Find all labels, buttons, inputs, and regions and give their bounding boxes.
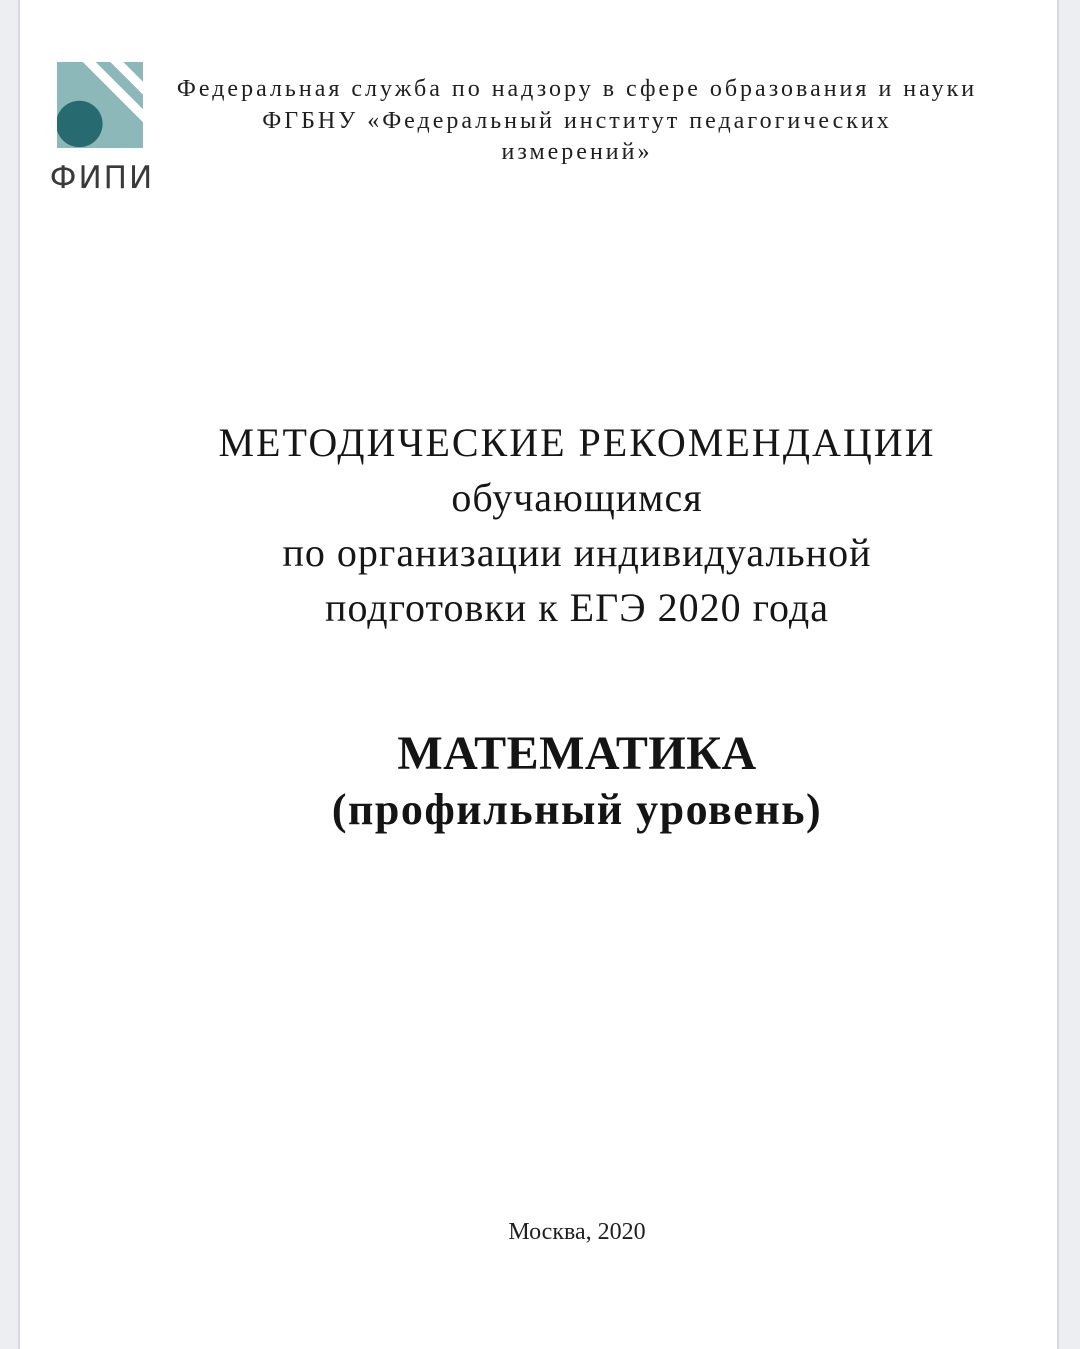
title-line-1: МЕТОДИЧЕСКИЕ РЕКОМЕНДАЦИИ bbox=[218, 420, 936, 465]
organization-header bbox=[127, 74, 1027, 169]
org-header-line-1: Федеральная служба по надзору в сфере образования и науки bbox=[176, 76, 978, 102]
right-margin-strip bbox=[1057, 0, 1080, 1349]
imprint: Москва, 2020 bbox=[508, 1219, 646, 1245]
logo-circle bbox=[57, 101, 103, 147]
title-line-4: подготовки к ЕГЭ 2020 года bbox=[325, 585, 829, 630]
left-margin-strip bbox=[0, 0, 20, 1349]
title-line-2: обучающимся bbox=[451, 475, 703, 520]
document-page bbox=[22, 0, 1055, 1349]
fipi-logo-wordmark: ФИПИ bbox=[49, 160, 155, 196]
subject-level: (профильный уровень) bbox=[331, 785, 823, 834]
subject-title bbox=[127, 726, 1027, 838]
org-header-line-2: ФГБНУ «Федеральный институт педагогических bbox=[262, 107, 892, 134]
title-line-3: по организации индивидуальной bbox=[282, 530, 872, 575]
org-header-line-3: измерений» bbox=[501, 139, 653, 165]
subject-name: МАТЕМАТИКА bbox=[397, 727, 757, 780]
document-title bbox=[127, 415, 1027, 635]
